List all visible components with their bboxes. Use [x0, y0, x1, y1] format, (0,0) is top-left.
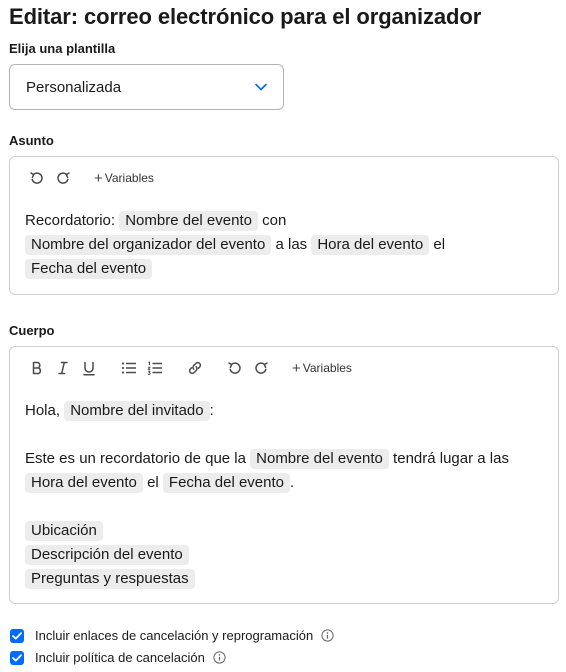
redo-icon[interactable]	[248, 357, 274, 379]
link-icon[interactable]	[182, 357, 208, 379]
variable-chip[interactable]: Nombre del invitado	[64, 401, 209, 421]
text-segment: .	[290, 474, 295, 491]
text-line	[25, 519, 544, 543]
subject-variables-button[interactable]	[90, 171, 158, 186]
undo-icon[interactable]	[222, 357, 248, 379]
text-segment: con	[257, 212, 287, 229]
checkbox-checked[interactable]	[10, 651, 24, 665]
text-segment: tendrá lugar a las	[388, 450, 509, 467]
text-line	[25, 399, 544, 423]
template-select-value: Personalizada	[26, 78, 122, 96]
text-line	[25, 233, 544, 257]
plus-icon: +	[292, 359, 301, 377]
subject-content[interactable]	[25, 209, 544, 281]
text-line	[25, 209, 544, 233]
text-line	[25, 447, 544, 471]
template-label: Elija una plantilla	[9, 41, 116, 56]
subject-editor[interactable]	[9, 156, 559, 295]
bold-icon[interactable]	[24, 357, 50, 379]
variable-chip[interactable]: Nombre del evento	[119, 211, 258, 231]
variable-chip[interactable]: Fecha del evento	[163, 473, 290, 493]
subject-label: Asunto	[9, 133, 54, 148]
text-line	[25, 567, 544, 591]
numbered-list-icon[interactable]	[142, 357, 168, 379]
variable-chip[interactable]: Hora del evento	[25, 473, 143, 493]
italic-icon[interactable]	[50, 357, 76, 379]
plus-icon: +	[94, 169, 103, 187]
blank-line	[25, 495, 544, 519]
body-label: Cuerpo	[9, 323, 55, 338]
variable-chip[interactable]: Ubicación	[25, 521, 103, 541]
option-label: Incluir enlaces de cancelación y reprogramación	[35, 628, 314, 643]
body-variables-label: Variables	[302, 361, 352, 375]
undo-icon[interactable]	[24, 167, 50, 189]
bullet-list-icon[interactable]	[116, 357, 142, 379]
text-segment: el	[429, 236, 446, 253]
option-label: Incluir política de cancelación	[35, 650, 205, 665]
body-content[interactable]	[25, 399, 544, 591]
option-cancellation-policy[interactable]	[10, 650, 226, 665]
variable-chip[interactable]: Nombre del evento	[250, 449, 389, 469]
redo-icon[interactable]	[50, 167, 76, 189]
text-segment: Recordatorio:	[25, 212, 120, 229]
variable-chip[interactable]: Hora del evento	[311, 235, 429, 255]
variable-chip[interactable]: Preguntas y respuestas	[25, 569, 195, 589]
text-segment: :	[209, 402, 214, 419]
blank-line	[25, 423, 544, 447]
check-icon	[12, 654, 22, 662]
checkbox-checked[interactable]	[10, 629, 24, 643]
subject-toolbar	[24, 167, 158, 189]
text-segment: el	[142, 474, 163, 491]
text-segment: Este es un recordatorio de que la	[25, 450, 251, 467]
underline-icon[interactable]	[76, 357, 102, 379]
variable-chip[interactable]: Fecha del evento	[25, 259, 152, 279]
text-line	[25, 471, 544, 495]
body-editor[interactable]	[9, 346, 559, 604]
text-segment: Hola,	[25, 402, 65, 419]
template-select[interactable]	[9, 64, 284, 110]
variable-chip[interactable]: Descripción del evento	[25, 545, 189, 565]
text-line	[25, 543, 544, 567]
info-icon[interactable]	[213, 651, 226, 664]
variable-chip[interactable]: Nombre del organizador del evento	[25, 235, 271, 255]
body-variables-button[interactable]	[288, 361, 356, 376]
info-icon[interactable]	[321, 629, 334, 642]
body-toolbar	[24, 357, 356, 379]
subject-variables-label: Variables	[104, 171, 154, 185]
text-segment: a las	[271, 236, 312, 253]
page-title: Editar: correo electrónico para el organizador	[9, 4, 482, 29]
check-icon	[12, 632, 22, 640]
option-cancel-reschedule-links[interactable]	[10, 628, 334, 643]
chevron-down-icon	[255, 81, 267, 93]
text-line	[25, 257, 544, 281]
